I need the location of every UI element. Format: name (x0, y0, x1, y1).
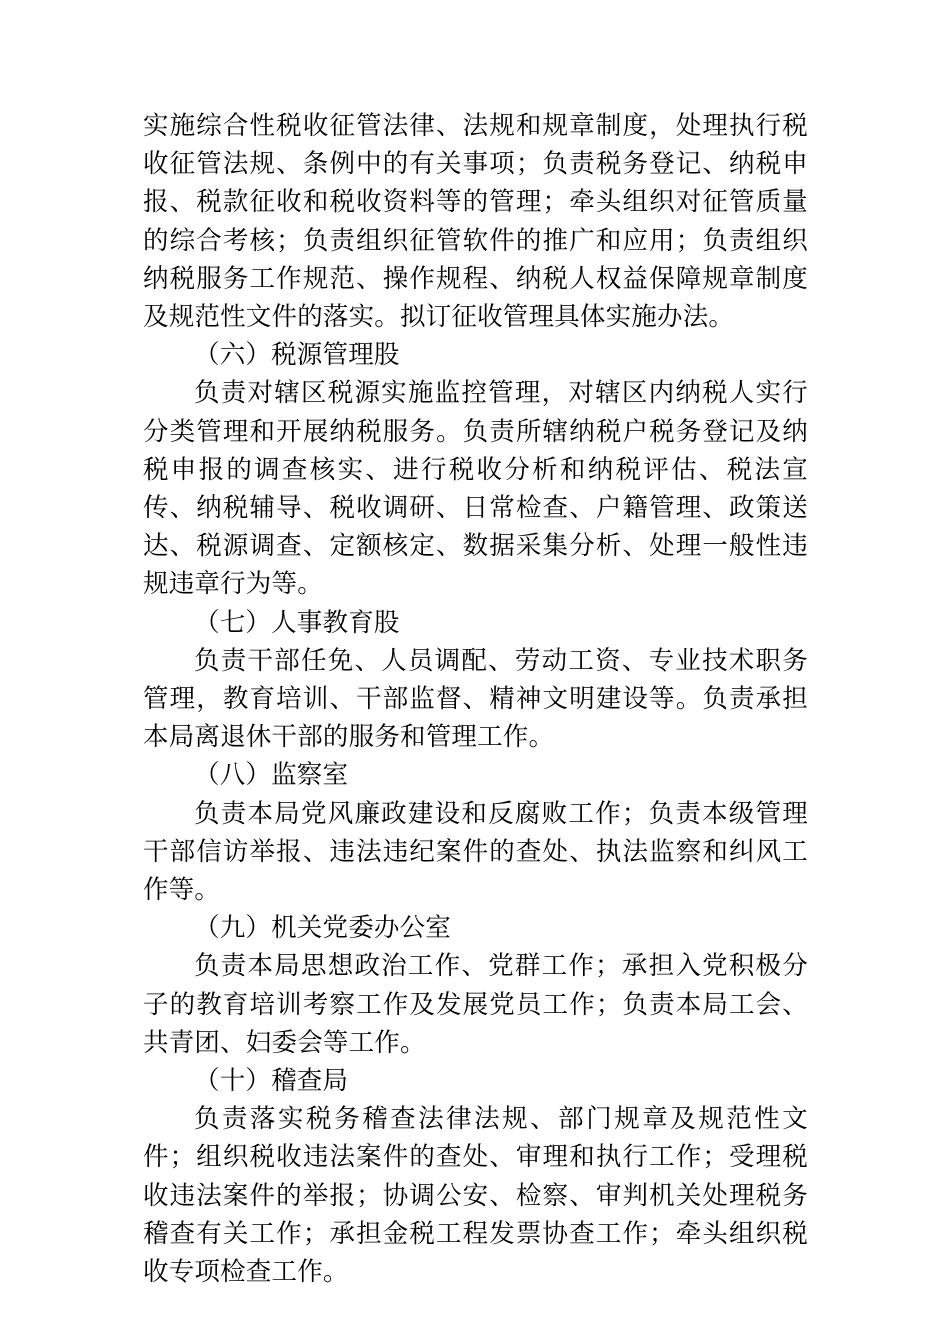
section-heading-shuiyuan: （六）税源管理股 (194, 340, 400, 371)
paragraph-shuiyuan-duties: 负责对辖区税源实施监控管理，对辖区内纳税人实行分类管理和开展纳税服务。负责所辖纳税户税务登记及纳税申报的调查核实、进行税收分析和纳税评估、税法宣传、纳税辅导、税收调研、日常检查、户籍管理、政策送达、税源调查、定额核定、数据采集分析、处理一般性违规违章行为等。 (143, 378, 808, 600)
section-heading-dangwei: （九）机关党委办公室 (194, 913, 452, 944)
document-body (143, 107, 808, 1291)
paragraph-dangwei-duties: 负责本局思想政治工作、党群工作；承担入党积极分子的教育培训考察工作及发展党员工作；负责本局工会、共青团、妇委会等工作。 (143, 951, 808, 1058)
section-heading-jiancha: （八）监察室 (194, 760, 349, 791)
paragraph-jiancha-duties: 负责本局党风廉政建设和反腐败工作；负责本级管理干部信访举报、违法违纪案件的查处、执法监察和纠风工作等。 (143, 798, 808, 906)
section-heading-jicha: （十）稽查局 (194, 1066, 349, 1097)
paragraph-zhengguan-duties: 实施综合性税收征管法律、法规和规章制度，处理执行税收征管法规、条例中的有关事项；负责税务登记、纳税申报、税款征收和税收资料等的管理；牵头组织对征管质量的综合考核；负责组织征管软件的推广和应用；负责组织纳税服务工作规范、操作规程、纳税人权益保障规章制度及规范性文件的落实。拟订征收管理具体实施办法。 (143, 111, 808, 333)
paragraph-renshi-duties: 负责干部任免、人员调配、劳动工资、专业技术职务管理，教育培训、干部监督、精神文明建设等。负责承担本局离退休干部的服务和管理工作。 (143, 645, 808, 753)
paragraph-jicha-duties: 负责落实税务稽查法律法规、部门规章及规范性文件；组织税收违法案件的查处、审理和执行工作；受理税收违法案件的举报；协调公安、检察、审判机关处理税务稽查有关工作；承担金税工程发票协查工作；牵头组织税收专项检查工作。 (143, 1104, 808, 1288)
section-heading-renshi: （七）人事教育股 (194, 607, 400, 638)
